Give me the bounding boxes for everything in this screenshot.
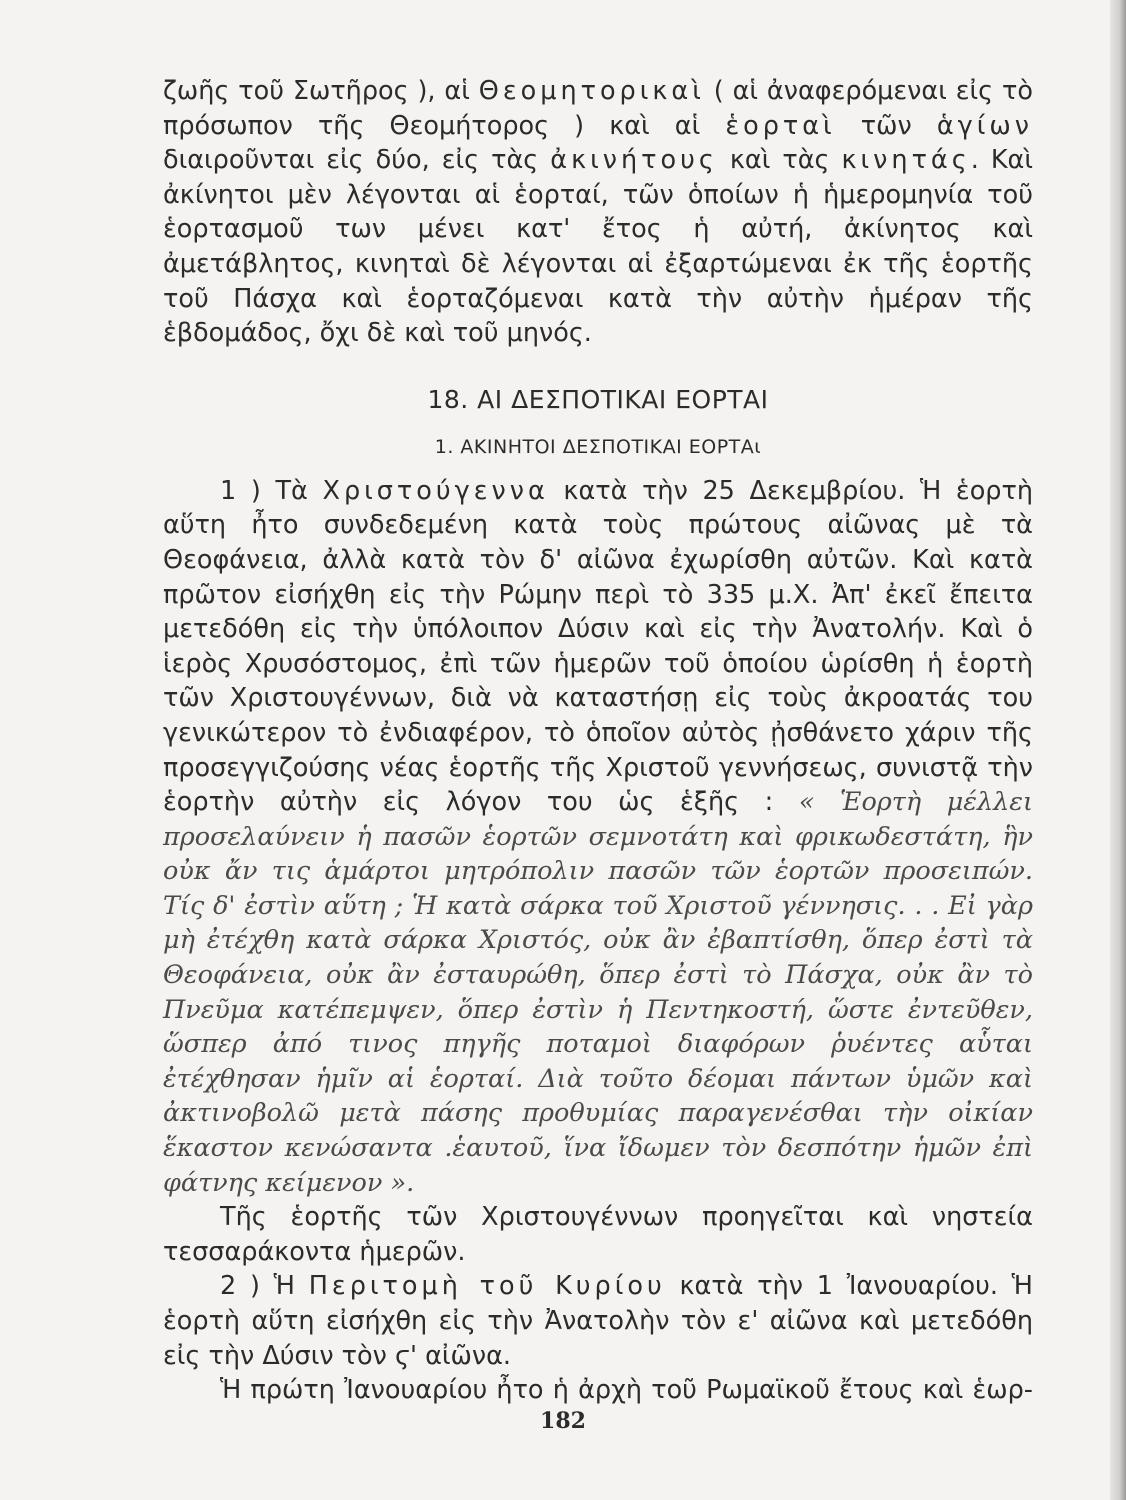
spaced-term-theomitorikai: Θεομητορικαὶ [478,76,705,106]
section-heading: 18. ΑΙ ΔΕΣΠΟΤΙΚΑΙ ΕΟΡΤΑΙ [427,384,769,414]
christmas-text: κατὰ τὴν 25 Δεκεμβρίου. Ἡ ἑορτὴ αὕτη ἦτο συνδεδεμένη κατὰ τοὺς πρώτους αἰῶνας μὲ τὰ Θεοφάνεια, ἀλλὰ κατὰ τὸν δ' αἰῶνα ἐχωρίσθη αὐτῶν. Καὶ κατὰ πρῶτον εἰσήχθη εἰς τὴν Ρώμην περὶ τὸ 335 μ.Χ. Ἀπ' ἐκεῖ ἔπειτα μετεδόθη εἰς τὴν ὑπόλοιπον Δύσιν καὶ εἰς τὴν Ἀνατολήν. Καὶ ὁ ἱερὸς Χρυσόστομος, ἐπὶ τῶν ἡμερῶν τοῦ ὁποίου ὡρίσθη ἡ ἑορτὴ τῶν Χριστουγέννων, διὰ νὰ καταστήσῃ εἰς τοὺς ἀκροατάς του γενικώτερον τὸ ἐνδιαφέρον, τὸ ὁποῖον αὐτὸς ᾐσθάνετο χάριν τῆς προσεγγιζούσης νέας ἑορτῆς τῆς Χριστοῦ γεννήσεως, συνιστᾷ τὴν ἑορτὴν αὐτὴν εἰς λόγον του ὡς ἑξῆς : [163,475,1034,818]
intro-paragraph [163,74,1033,351]
spaced-term-kinitas: κινητάς [841,145,971,176]
fast-paragraph: Τῆς ἑορτῆς τῶν Χριστουγέννων προηγεῖται καὶ νηστεία τεσσαράκοντα ἡμερῶν. [163,1202,1033,1267]
page-edge-shadow [1110,0,1126,1500]
christmas-title: Χριστούγεννα [322,475,549,506]
spaced-term-eortai: ἑορταὶ [725,110,836,141]
chrysostom-quote: « Ἑορτὴ μέλλει προσελαύνειν ἡ πασῶν ἑορτῶν σεμνοτάτη καὶ φρικωδεστάτη, ἣν οὐκ ἄν τις ἁμάρτοι μητρόπολιν πασῶν τῶν ἑορτῶν προσειπών. Τίς δ' ἐστὶν αὕτη ; Ἡ κατὰ σάρκα τοῦ Χριστοῦ γέννησις. . . Εἰ γὰρ μὴ ἐτέχθη κατὰ σάρκα Χριστός, οὐκ ἂν ἐβαπτίσθη, ὅπερ ἐστὶ τὰ Θεοφάνεια, οὐκ ἂν ἐσταυρώθη, ὅπερ ἐστὶ τὸ Πάσχα, οὐκ ἂν τὸ Πνεῦμα κατέπεμψεν, ὅπερ ἐστὶν ἡ Πεντηκοστή, ὥστε ἐντεῦθεν, ὥσπερ ἀπό τινος πηγῆς ποταμοὶ διαφόρων ῥυέντες αὗται ἐτέχθησαν ἡμῖν αἱ ἑορταί. Διὰ τοῦτο δέομαι πάντων ὑμῶν καὶ ἀκτινοβολῶ μετὰ πάσης προθυμίας παραγενέσθαι τὴν οἰκίαν ἕκαστον κενώσαντα .ἑαυτοῦ, ἵνα ἴδωμεν τὸν δεσπότην ἡμῶν ἐπὶ φάτνης κείμενον ». [163,787,1033,1198]
circumcision-number: 2 ) Ἡ [220,1271,309,1302]
christmas-number: 1 ) Τὰ [220,475,323,506]
circumcision-text: κατὰ τὴν 1 Ἰανουαρίου. Ἡ ἑορτὴ αὕτη εἰσήχθη εἰς τὴν Ἀνατολὴν τὸν ε' αἰῶνα καὶ μετεδόθη εἰς τὴν Δύσιν τὸν ϛ' αἰῶνα. [163,1271,1033,1371]
page-number: 182 [540,1408,586,1434]
intro-text-3: τῶν [835,110,937,141]
intro-text-2: ( αἱ ἀναφερόμεναι εἰς τὸ πρόσωπον τῆς Θεομήτορος ) καὶ αἱ [163,76,1033,141]
circumcision-paragraph [163,1269,1033,1373]
final-paragraph: Ἡ πρώτη Ἰανουαρίου ἦτο ἡ ἀρχὴ τοῦ Ρωμαϊκοῦ ἔτους καὶ ἑωρ- [220,1375,1033,1406]
subsection-heading: 1. ΑΚΙΝΗΤΟΙ ΔΕΣΠΟΤΙΚΑΙ ΕΟΡΤΑι [434,435,762,458]
spaced-term-akinitous: ἀκινήτους [550,145,718,176]
intro-text-1: ζωῆς τοῦ Σωτῆρος ), αἱ [163,76,479,106]
circumcision-title: Περιτομὴ τοῦ Κυρίου [308,1271,666,1302]
intro-text-5: καὶ τὰς [717,145,842,176]
page-body [163,74,1033,1408]
intro-text-4: διαιροῦνται εἰς δύο, εἰς τὰς [163,145,551,176]
spaced-term-agion: ἁγίων [936,110,1033,141]
intro-text-6: . Καὶ ἀκίνητοι μὲν λέγονται αἱ ἑορταί, τῶν ὁποίων ἡ ἡμερομηνία τοῦ ἑορτασμοῦ των μένει κατ' ἔτος ἡ αὐτή, ἀκίνητος καὶ ἀμετάβλητος, κινηταὶ δὲ λέγονται αἱ ἐξαρτώμεναι ἐκ τῆς ἑορτῆς τοῦ Πάσχα καὶ ἑορταζόμεναι κατὰ τὴν αὐτὴν ἡμέραν τῆς ἑβδομάδος, ὄχι δὲ καὶ τοῦ μηνός. [163,145,1033,349]
christmas-paragraph [163,474,1033,1200]
